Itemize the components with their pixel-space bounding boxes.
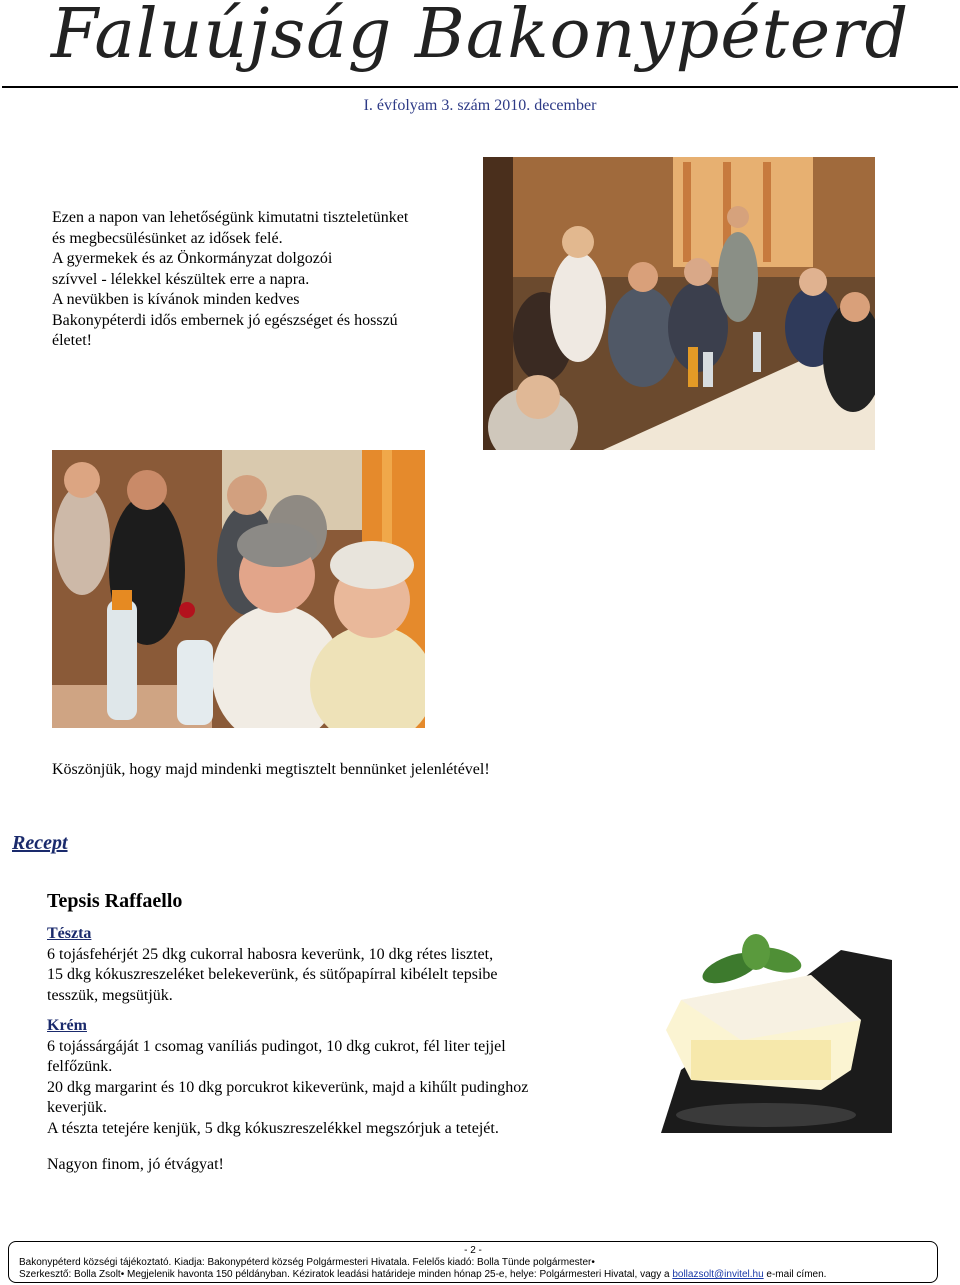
cream-line: keverjük. [47, 1099, 107, 1116]
dough-heading: Tészta [47, 925, 92, 942]
page-number: - 2 - [464, 1245, 482, 1256]
recipe-body [47, 924, 607, 1139]
footer-line-2-suffix: e-mail címen. [763, 1269, 827, 1280]
recipe-section-label: Recept [12, 832, 68, 854]
intro-line: Bakonypéterdi idős embernek jó egészséget és hosszú [52, 311, 398, 329]
banquet-photo [483, 157, 875, 450]
cream-heading: Krém [47, 1017, 87, 1034]
intro-line: életet! [52, 332, 92, 349]
masthead-rule [2, 86, 958, 88]
spacer [47, 1006, 607, 1016]
dough-line: 6 tojásfehérjét 25 dkg cukorral habosra keverünk, 10 dkg rétes lisztet, [47, 945, 494, 963]
footer-line-2 [9, 1269, 937, 1281]
cream-line: felfőzünk. [47, 1058, 113, 1075]
cream-line: 6 tojássárgáját 1 csomag vaníliás pudingot, 10 dkg cukrot, fél liter tejjel [47, 1037, 506, 1055]
intro-line: A nevükben is kívánok minden kedves [52, 291, 300, 308]
closing-text: Nagyon finom, jó étvágyat! [47, 1156, 224, 1173]
guests-photo [52, 450, 425, 728]
intro-line: A gyermekek és az Önkormányzat dolgozói [52, 250, 333, 267]
cream-line: A tészta tetejére kenjük, 5 dkg kókuszreszelékkel megszórjuk a tetejét. [47, 1119, 499, 1137]
masthead-title: Faluújság Bakonypéterd [50, 0, 910, 74]
footer-line-1: Bakonypéterd községi tájékoztató. Kiadja: Bakonypéterd község Polgármesteri Hivatala. Felelős kiadó: Bolla Tünde polgármester• [19, 1257, 595, 1268]
recipe-title: Tepsis Raffaello [47, 890, 183, 912]
footer [8, 1241, 938, 1283]
intro-line: szívvel - lélekkel készültek erre a napra. [52, 270, 310, 288]
thanks-text: Köszönjük, hogy majd mindenki megtisztelt bennünket jelenlétével! [52, 761, 490, 778]
email-link[interactable]: bollazsolt@invitel.hu [672, 1269, 764, 1280]
dough-line: tesszük, megsütjük. [47, 986, 173, 1004]
intro-line: Ezen a napon van lehetőségünk kimutatni tiszteletünket [52, 209, 409, 226]
cake-photo [621, 930, 892, 1133]
cream-line: 20 dkg margarint és 10 dkg porcukrot kikeverünk, majd a kihűlt pudinghoz [47, 1078, 529, 1096]
footer-line-2-prefix: Szerkesztő: Bolla Zsolt• Megjelenik havonta 150 példányban. Kéziratok leadási határideje minden hónap 25-e, helye: Polgármesteri Hivatal, vagy a [19, 1269, 673, 1280]
issue-line: I. évfolyam 3. szám 2010. december [363, 97, 597, 114]
intro-line: és megbecsülésünket az idősek felé. [52, 229, 283, 247]
dough-line: 15 dkg kókuszreszeléket belekeverünk, és sütőpapírral kibélelt tepsibe [47, 966, 498, 983]
intro-paragraph [52, 208, 462, 352]
